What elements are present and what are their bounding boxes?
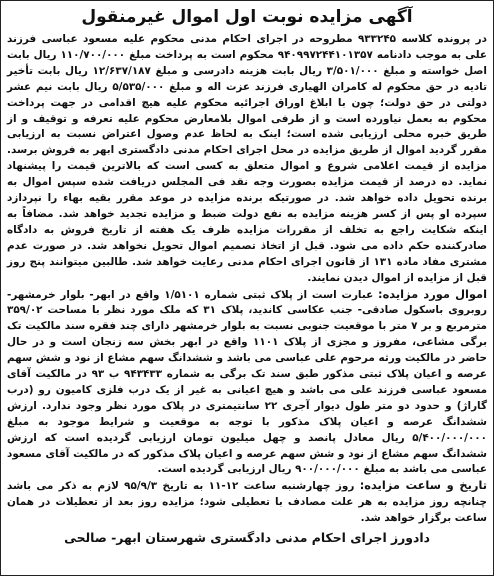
property-text: عبارت است از پلاک ثبتی شماره ۱/۵۱۰۱ واقع در ابهر- بلوار خرمشهر- روبروی باسکول صادقی- جنب عکاسی کاندید، پلاک ۳۱ که ملک مورد نظر با مساحت ۳۵۹/۰۲ مترمربع و بر ۷ متر با موقعیت جنوبی نسبت به بلوار خرمشهر دارای چند فقره سند مالکیت تک برگی مشاعی، مفروز و مجزی از پلاک ۱۱۰۱ واقع در ابهر بخش سه زنجان است و در حال حاضر در مالکیت ورثه مرحوم علی عباسی می باشد و ششدانگ سهم مشاع از نود و شش سهم عرصه و اعیان پلاک ثبتی مذکور طبق سند تک برگی به شماره ۹۴۳۴۳۳ ب ۹۳ در مالکیت آقای مسعود عباسی فرزند علی می باشد و هیچ اعیانی به غیر از یک درب فلزی کامیون رو (درب گاراژ) و حدود دو متر طول دیوار آجری ۲۲ سانتیمتری در پلاک مورد نظر وجود ندارد. ارزش ششدانگ عرصه و اعیان پلاک مذکور با توجه به موقعیت و شرایط موجود به مبلغ ۵/۴۰۰/۰۰۰/۰۰۰ ریال معادل پانصد و چهل میلیون تومان ارزیابی گردیده است که ارزش ششدانگ سهم مشاع از نود و شش سهم عرصه و اعیان پلاک مذکور که در مالکیت آقای مسعود عباسی می باشد به مبلغ ۹۰۰/۰۰۰/۰۰۰ ریال ارزیابی گردیده است. [7,288,487,476]
notice-intro-paragraph: در پرونده کلاسه ۹۳۳۲۴۵ مطروحه در اجرای احکام مدنی محکوم علیه مسعود عباسی فرزند علی به موجب دادنامه ۹۴۰۹۹۷۲۴۴۱۰۱۳۵۷ محکوم است به پرداخت مبلغ ۱۱۰/۷۰۰/۰۰۰ ریال بابت اصل خواسته و مبلغ ۳/۵۰۱/۰۰۰ ریال بابت هزینه دادرسی و مبلغ ۱۲/۶۳۷/۱۸۷ ریال بابت تأخیر تادیه در حق محکوم له کامران الهیاری فرزند عزت اله و مبلغ ۵/۵۳۵/۰۰۰ ریال بابت نیم عشر دولتی در حق دولت؛ چون با ابلاغ اوراق اجرائیه محکوم علیه هیچ اقدامی در جهت پرداخت محکوم به بعمل نیاورده است و از طرفی اموال بلامعارض محکوم علیه تعرفه و توقیف و از طریق خبره محلی ارزیابی شده است؛ اینک به لحاظ عدم وصول اعتراض نسبت به ارزیابی مقرر گردید اموال از طریق مزایده در محل اجرای احکام مدنی دادگستری ابهر به فروش برسد. مزایده از قیمت اعلامی شروع و اموال متعلق به کسی است که بالاترین قیمت را پیشنهاد نماید. ده درصد از قیمت مزایده بصورت وجه نقد فی المجلس دریافت شده سپس اموال به برنده تحویل داده خواهد شد. در صورتیکه برنده مزایده در موعد مقرر بقیه بهاء را نپردازد سپرده او پس از کسر هزینه مزایده به نفع دولت ضبط و مزایده تجدید خواهد شد. مضافاً به اینکه شکایت راجع به تخلف از مقررات مزایده ظرف یک هفته از تاریخ فروش به دادگاه صادرکننده حکم داده می شود. قبل از اتخاذ تصمیم اموال تحویل نخواهد شد. در صورت عدم مشتری مفاد ماده ۱۳۱ از قانون اجرای احکام مدنی رعایت خواهد شد. طالبین میتوانند پنج روز قبل از مزایده از اموال دیدن نمایند. [7,33,487,284]
auction-datetime-paragraph [7,478,487,527]
notice-signature: دادورز اجرای احکام مدنی دادگستری شهرستان ابهر- صالحی [64,530,430,546]
property-paragraph [7,287,487,479]
property-label: اموال مورد مزایده: [378,286,488,301]
auction-datetime-label: تاریخ و ساعت مزایده: [359,478,488,493]
auction-datetime-text: روز چهارشنبه ساعت ۱۲-۱۱ به تاریخ ۹۵/۹/۳ لازم به ذکر می باشد چنانچه روز مزایده به هر علت مصادف با تعطیلی شود؛ مزایده روز بعد از تعطیلات در همان ساعت برگزار خواهد شد. [7,480,487,525]
notice-title: آگهی مزایده نوبت اول اموال غیرمنقول [81,7,413,27]
